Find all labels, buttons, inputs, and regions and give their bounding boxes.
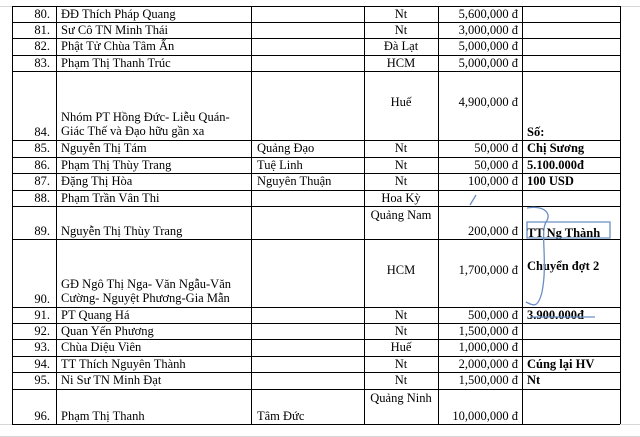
amount: 3,000,000 đ bbox=[458, 23, 518, 37]
amount: 200,000 đ bbox=[468, 224, 518, 238]
amount: 5,600,000 đ bbox=[458, 7, 518, 21]
donor-name: Nguyễn Thị Tám bbox=[61, 141, 147, 155]
location: Nt bbox=[394, 324, 408, 338]
amount: 500,000 đ bbox=[468, 308, 518, 322]
note: 100 USD bbox=[527, 174, 574, 188]
donor-name: Phạm Thị Thanh Trúc bbox=[61, 56, 171, 70]
row-number: 85. bbox=[34, 141, 50, 155]
amount: 1,700,000 đ bbox=[458, 263, 518, 277]
note: Chị Sương bbox=[527, 141, 585, 155]
row-number: 93. bbox=[34, 340, 50, 354]
row-number: 86. bbox=[34, 158, 50, 172]
amount: 1,000,000 đ bbox=[458, 340, 518, 354]
amount: 50,000 đ bbox=[474, 141, 518, 155]
dharma-name: Quảng Đạo bbox=[257, 141, 315, 155]
donor-name: Phật Tử Chùa Tâm Ấn bbox=[61, 39, 175, 53]
location: Nt bbox=[394, 141, 408, 155]
location: Nt bbox=[394, 158, 408, 172]
amount: 100,000 đ bbox=[468, 174, 518, 188]
donor-name: GĐ Ngô Thị Nga- Văn Ngẫu-Văn Cường- Nguyệt Phương-Gia Mẫn bbox=[61, 277, 231, 305]
donor-name: PT Quang Há bbox=[61, 308, 130, 322]
donor-name: ĐĐ Thích Pháp Quang bbox=[61, 7, 176, 21]
amount: 50,000 đ bbox=[474, 158, 518, 172]
location: HCM bbox=[386, 263, 416, 277]
row-number: 81. bbox=[34, 23, 50, 37]
row-number: 91. bbox=[34, 308, 50, 322]
amount: 5,000,000 đ bbox=[458, 56, 518, 70]
location: Nt bbox=[394, 7, 408, 21]
amount: 10,000,000 đ bbox=[452, 409, 518, 423]
dharma-name: Tuệ Linh bbox=[257, 158, 303, 172]
donor-name: TT Thích Nguyên Thành bbox=[61, 357, 186, 371]
amount: 1,500,000 đ bbox=[458, 373, 518, 387]
note: Chuyển đợt 2 bbox=[527, 259, 600, 273]
donor-name: Ni Sư TN Minh Đạt bbox=[61, 373, 162, 387]
note: Nt bbox=[527, 373, 541, 387]
location: Đà Lạt bbox=[383, 39, 419, 53]
location: HCM bbox=[386, 56, 416, 70]
amount: 5,000,000 đ bbox=[458, 39, 518, 53]
row-number: 87. bbox=[34, 174, 50, 188]
row-number: 92. bbox=[34, 324, 50, 338]
row-number: 96. bbox=[34, 409, 50, 423]
note: Số: bbox=[527, 125, 545, 139]
note: Cúng lại HV bbox=[527, 357, 595, 371]
donor-name: Quan Yến Phương bbox=[61, 324, 154, 338]
location: Huế bbox=[390, 340, 412, 354]
note: 3.900.000đ bbox=[527, 308, 584, 322]
location: Nt bbox=[394, 23, 408, 37]
amount: 1,500,000 đ bbox=[458, 324, 518, 338]
donor-name: Phạm Thị Thùy Trang bbox=[61, 158, 172, 172]
location: Nt bbox=[394, 357, 408, 371]
donor-name: Nhóm PT Hồng Đức- Liễu Quán- Giác Thế và Đạo hữu gần xa bbox=[61, 110, 230, 138]
row-number: 82. bbox=[34, 39, 50, 53]
donor-name: Chùa Diệu Viên bbox=[61, 340, 142, 354]
location: Nt bbox=[394, 373, 408, 387]
amount: 2,000,000 đ bbox=[458, 357, 518, 371]
pen-box bbox=[527, 222, 610, 238]
row-number: 84. bbox=[34, 125, 50, 139]
donor-name: Sư Cô TN Minh Thái bbox=[61, 23, 169, 37]
amount: 4,900,000 đ bbox=[458, 95, 518, 109]
location: Nt bbox=[394, 308, 408, 322]
row-number: 89. bbox=[34, 224, 50, 238]
row-number: 90. bbox=[34, 292, 50, 306]
location: Quảng Ninh bbox=[370, 391, 432, 405]
row-number: 88. bbox=[34, 191, 50, 205]
note: TT Ng Thành bbox=[527, 226, 601, 240]
location: Hoa Kỳ bbox=[381, 191, 421, 205]
row-number: 80. bbox=[34, 7, 50, 21]
donor-name: Phạm Thị Thanh bbox=[61, 409, 145, 423]
pen-tick-mark bbox=[470, 195, 476, 205]
dharma-name: Nguyên Thuận bbox=[257, 174, 332, 188]
donor-name: Phạm Trần Vân Thi bbox=[61, 191, 160, 205]
row-number: 94. bbox=[34, 357, 50, 371]
row-number: 95. bbox=[34, 373, 50, 387]
dharma-name: Tâm Đức bbox=[257, 409, 305, 423]
donor-name: Đặng Thị Hòa bbox=[61, 174, 133, 188]
location: Nt bbox=[394, 174, 408, 188]
donor-name: Nguyễn Thị Thùy Trang bbox=[61, 224, 183, 238]
location: Huế bbox=[390, 95, 412, 109]
location: Quảng Nam bbox=[370, 208, 432, 222]
note: 5.100.000đ bbox=[527, 158, 584, 172]
row-number: 83. bbox=[34, 56, 50, 70]
